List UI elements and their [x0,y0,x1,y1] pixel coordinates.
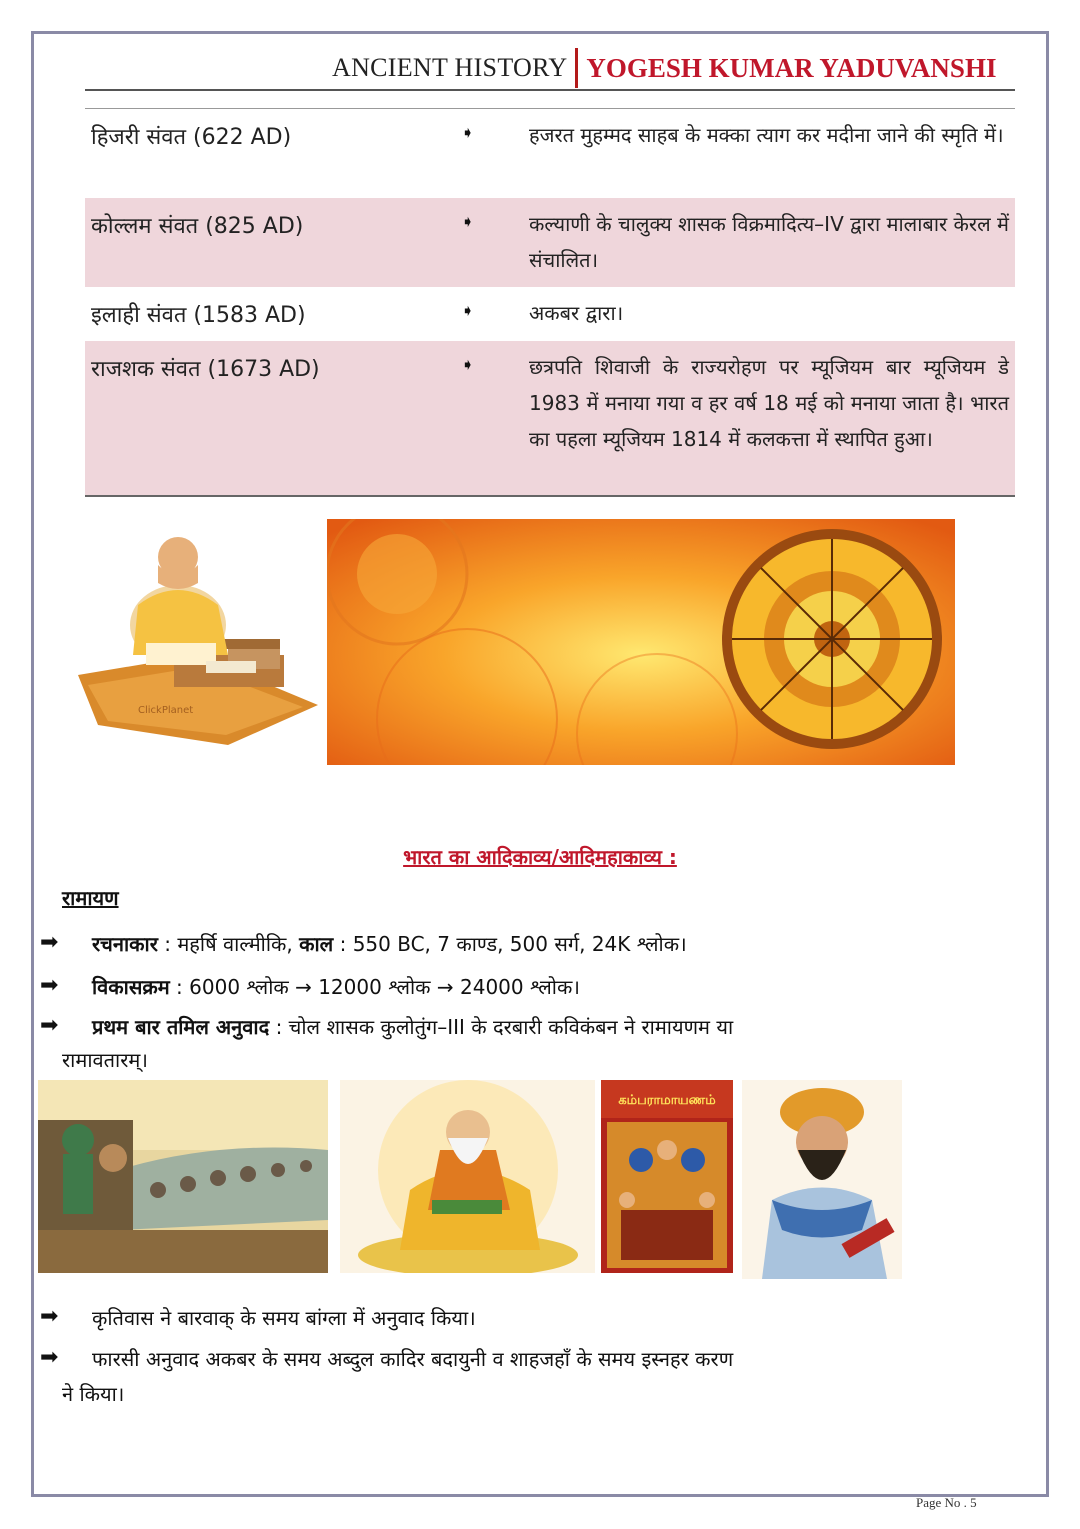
era-name: राजशक संवत (1673 AD) [91,357,320,382]
scholar-writing-illustration [78,535,320,745]
poet-kambar-portrait [742,1080,902,1279]
arrow-bullet-icon: ➧ [461,212,475,231]
watermark-text: ClickPlanet [138,705,194,716]
page-number: Page No . 5 [916,1495,977,1510]
arrow-bullet-icon: ➧ [461,355,475,374]
table-row [85,198,1015,287]
page-header [332,48,996,88]
arrow-bullet-icon: ➡ [40,930,59,955]
table-row [85,341,1015,495]
kamba-ramayanam-book-cover [601,1080,733,1273]
arrow-bullet-icon: ➡ [40,1013,59,1038]
table-row [85,287,1015,341]
arrow-bullet-icon: ➡ [40,1304,59,1329]
era-description: छत्रपति शिवाजी के राज्यरोहण पर म्यूजियम बार म्यूजियम डे 1983 में मनाया गया व हर वर्ष 18 मई को मनाया जाता है। भारत का पहला म्यूजियम 1814 में कलकत्ता में स्थापित हुआ। [529,355,1009,451]
list-item-continuation: ने किया। [62,1382,125,1406]
header-separator [575,48,578,88]
header-rule [85,89,1015,91]
header-subject: ANCIENT HISTORY [332,53,568,82]
book-cover-title: கம்பராமாயணம் [618,1093,716,1108]
era-description: अकबर द्वारा। [529,301,624,325]
section-title: भारत का आदिकाव्य/आदिमहाकाव्य : [403,845,677,869]
era-description: हजरत मुहम्मद साहब के मक्का त्याग कर मदीना जाने की स्मृति में। [529,123,1004,147]
arrow-bullet-icon: ➡ [40,973,59,998]
zodiac-banner-image [327,519,955,765]
table-row [85,109,1015,198]
era-table [85,109,1015,495]
sage-valmiki-painting [340,1080,595,1273]
era-name: हिजरी संवत (622 AD) [91,125,292,150]
arrow-bullet-icon: ➧ [461,301,475,320]
ram-setu-painting [38,1080,328,1273]
list-item-continuation: रामावतारम्। [62,1048,148,1072]
arrow-bullet-icon: ➧ [461,123,475,142]
header-author: YOGESH KUMAR YADUVANSHI [586,52,997,83]
era-name: कोल्लम संवत (825 AD) [91,214,304,239]
era-name: इलाही संवत (1583 AD) [91,303,306,328]
table-bottom-rule [85,495,1015,497]
arrow-bullet-icon: ➡ [40,1345,59,1370]
subheading-ramayana: रामायण [62,886,119,910]
era-description: कल्याणी के चालुक्य शासक विक्रमादित्य–IV द्वारा मालाबार केरल में संचालित। [529,212,1009,272]
